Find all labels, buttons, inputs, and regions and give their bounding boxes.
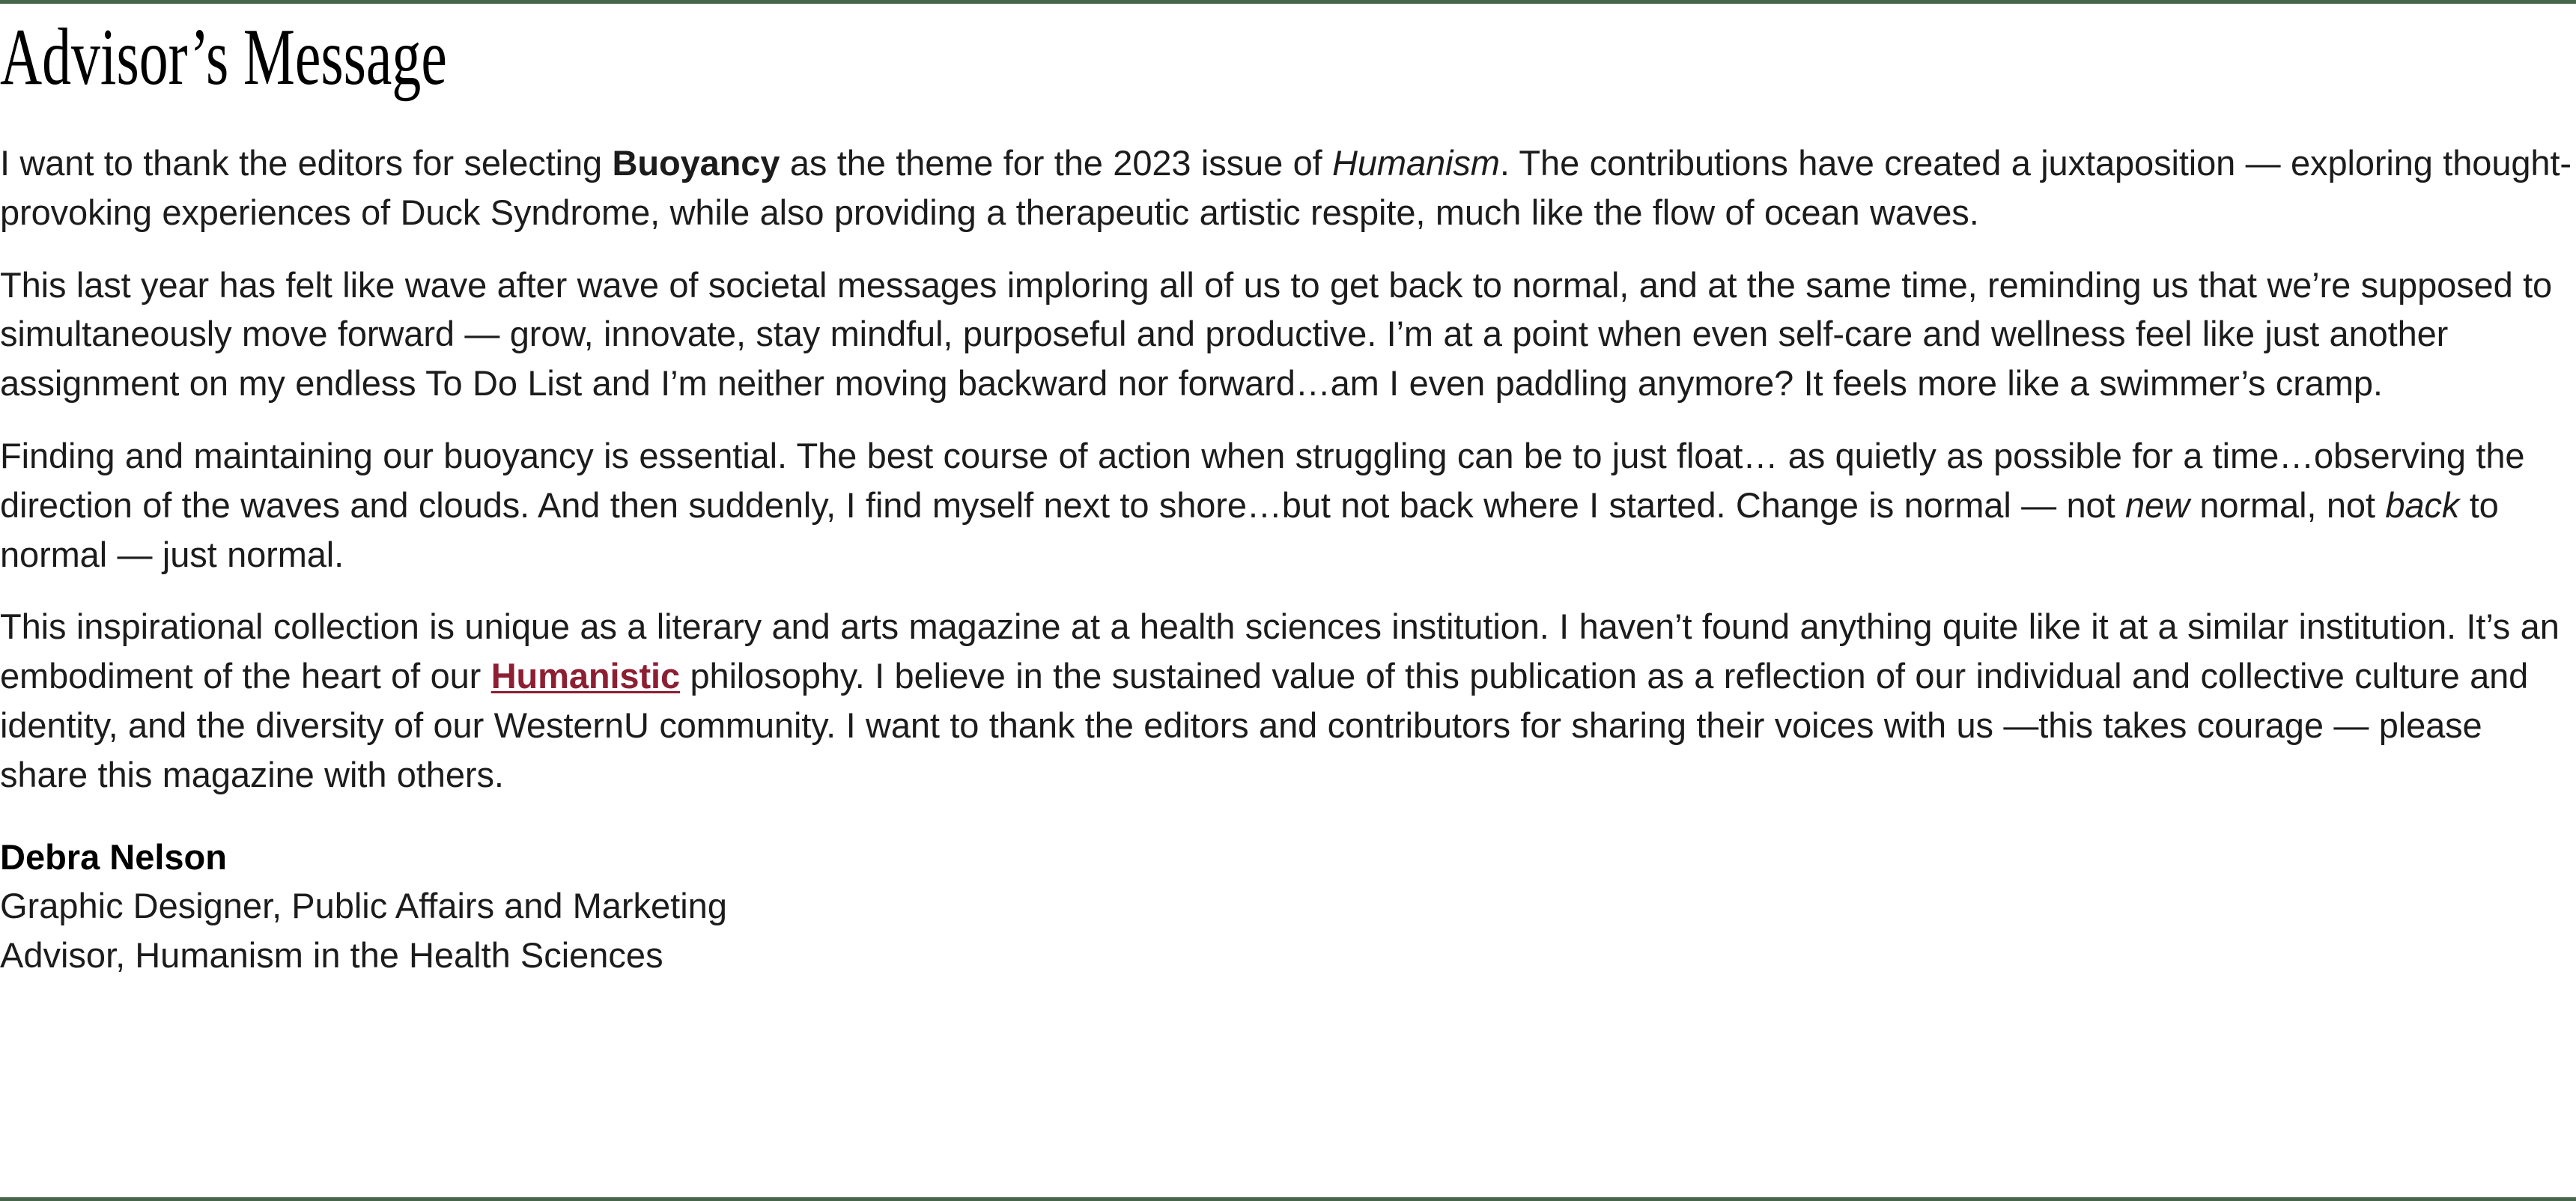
paragraph-3 — [0, 431, 2576, 579]
theme-bold-buoyancy: Buoyancy — [612, 143, 780, 183]
page-title: Advisor’s Message — [0, 13, 447, 102]
signature-role-line-1: Graphic Designer, Public Affairs and Marketing — [0, 886, 727, 926]
magazine-title-italic-humanism: Humanism — [1332, 143, 1500, 183]
emphasis-italic-back: back — [2385, 484, 2460, 525]
signature-role-line-2: Advisor, Humanism in the Health Sciences — [0, 935, 663, 976]
paragraph-1-text-b: as the theme for the 2023 issue of — [780, 143, 1333, 183]
paragraph-2-text-a: This last year has felt like wave after wave of societal messages imploring all of us to get back to normal, and at the same time, reminding us that we’re supposed to simultaneously move forward — grow, innovate, stay mindful, purposeful and productive. I’m at a point when even self-care and wellness feel like just another assignment on my endless To Do List and I’m neither moving backward nor forward…am I even paddling anymore? It feels more like a swimmer’s cramp. — [0, 264, 2553, 404]
humanistic-link[interactable]: Humanistic — [490, 656, 681, 696]
paragraph-1-text-c: . The contributions have created a juxtaposition — exploring thought-provoking experiences of Duck Syndrome, while also providing a therapeutic artistic respite, much like the flow of ocean waves. — [0, 143, 2572, 232]
paragraph-4 — [0, 602, 2576, 799]
paragraph-3-text-b: normal, not — [2189, 484, 2386, 525]
paragraph-3-text-c: to normal — just normal. — [0, 484, 2499, 574]
emphasis-italic-new: new — [2124, 484, 2190, 525]
paragraph-3-text-a: Finding and maintaining our buoyancy is essential. The best course of action when struggling can be to just float… as quietly as possible for a time…observing the direction of the waves and clouds. And then suddenly, I find myself next to shore…but not back where I started. Change is normal — not — [0, 435, 2525, 525]
paragraph-4-text-b: philosophy. I believe in the sustained value of this publication as a reflection of our individual and collective culture and identity, and the diversity of our WesternU community. I want to thank the editors and contributors for sharing their voices with us —this takes courage — please share this magazine with others. — [0, 656, 2529, 794]
paragraph-1-text-a: I want to thank the editors for selecting — [0, 143, 613, 183]
paragraph-4-text-a: This inspirational collection is unique as a literary and arts magazine at a health sciences institution. I haven’t found anything quite like it at a similar institution. It’s an embodiment of the heart of our — [0, 606, 2560, 696]
signature-name: Debra Nelson — [0, 836, 227, 877]
signature-block — [0, 833, 2576, 980]
paragraph-1 — [0, 139, 2576, 237]
article-body — [0, 139, 2576, 800]
paragraph-2 — [0, 261, 2576, 408]
article-content — [0, 4, 2576, 980]
